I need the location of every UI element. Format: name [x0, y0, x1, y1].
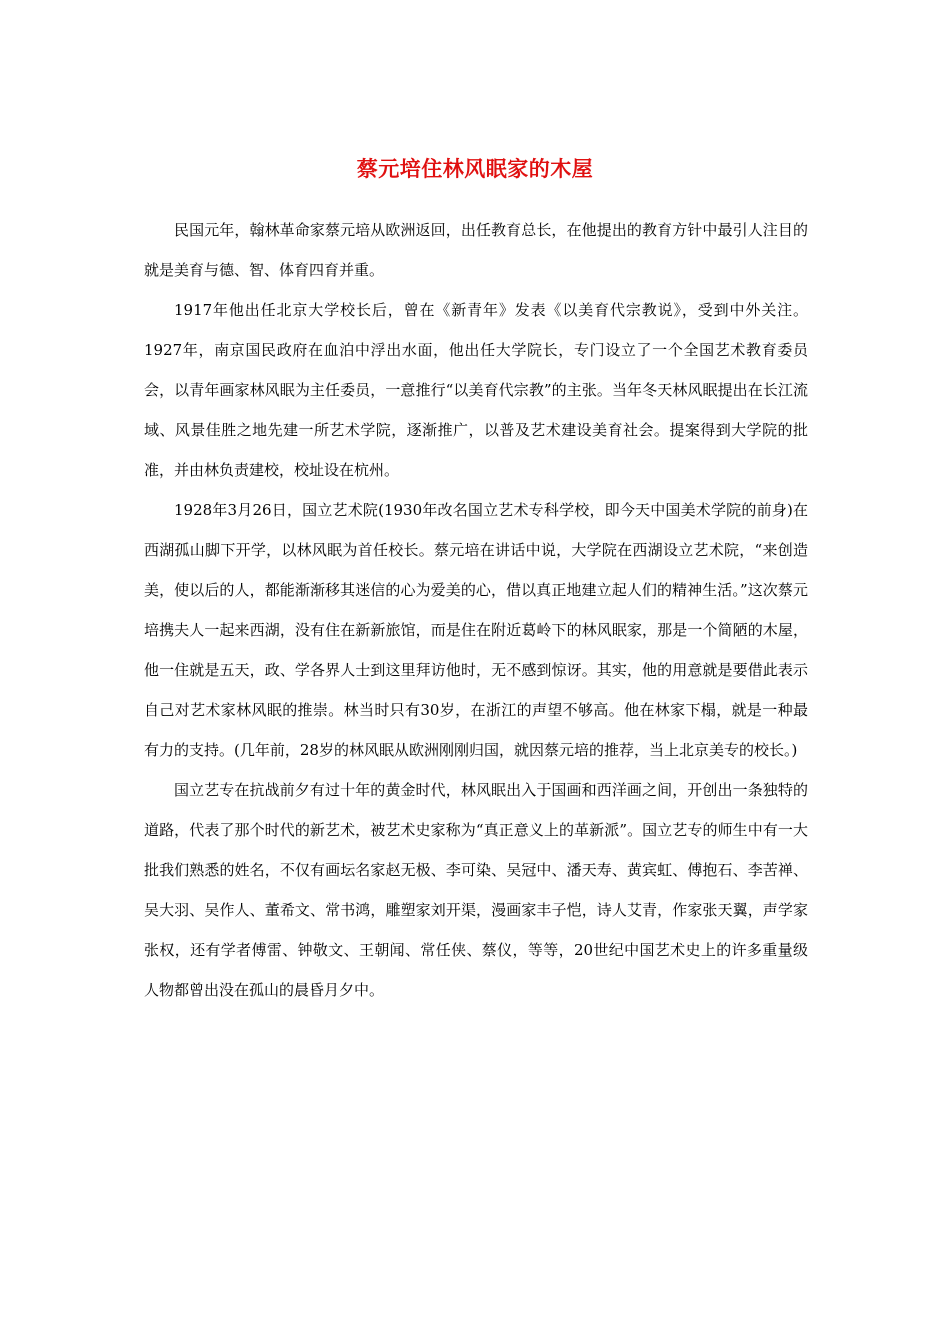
page-title: 蔡元培住林风眠家的木屋 [356, 156, 594, 182]
article-body [144, 210, 808, 1010]
paragraph-2: 1917年他出任北京大学校长后，曾在《新青年》发表《以美育代宗教说》，受到中外关注。1927年，南京国民政府在血泊中浮出水面，他出任大学院长，专门设立了一个全国艺术教育委员会，以青年画家林风眠为主任委员，一意推行“以美育代宗教”的主张。当年冬天林风眠提出在长江流域、风景佳胜之地先建一所艺术学院，逐渐推广，以普及艺术建设美育社会。提案得到大学院的批准，并由林负责建校，校址设在杭州。 [144, 301, 808, 479]
paragraph-1: 民国元年，翰林革命家蔡元培从欧洲返回，出任教育总长，在他提出的教育方针中最引人注目的就是美育与德、智、体育四育并重。 [144, 221, 808, 279]
paragraph-4: 国立艺专在抗战前夕有过十年的黄金时代，林风眠出入于国画和西洋画之间，开创出一条独特的道路，代表了那个时代的新艺术，被艺术史家称为“真正意义上的革新派”。国立艺专的师生中有一大批我们熟悉的姓名，不仅有画坛名家赵无极、李可染、吴冠中、潘天寿、黄宾虹、傅抱石、李苦禅、吴大羽、吴作人、董希文、常书鸿，雕塑家刘开渠，漫画家丰子恺，诗人艾青，作家张天翼，声学家张权，还有学者傅雷、钟敬文、王朝闻、常任侠、蔡仪，等等，20世纪中国艺术史上的许多重量级人物都曾出没在孤山的晨昏月夕中。 [144, 781, 808, 999]
paragraph-3: 1928年3月26日，国立艺术院(1930年改名国立艺术专科学校，即今天中国美术学院的前身)在西湖孤山脚下开学，以林风眠为首任校长。蔡元培在讲话中说，大学院在西湖设立艺术院，“来创造美，使以后的人，都能渐渐移其迷信的心为爱美的心，借以真正地建立起人们的精神生活。”这次蔡元培携夫人一起来西湖，没有住在新新旅馆，而是住在附近葛岭下的林风眠家，那是一个简陋的木屋，他一住就是五天，政、学各界人士到这里拜访他时，无不感到惊讶。其实，他的用意就是要借此表示自己对艺术家林风眠的推崇。林当时只有30岁，在浙江的声望不够高。他在林家下榻，就是一种最有力的支持。(几年前，28岁的林风眠从欧洲刚刚归国，就因蔡元培的推荐，当上北京美专的校长。) [144, 501, 808, 759]
